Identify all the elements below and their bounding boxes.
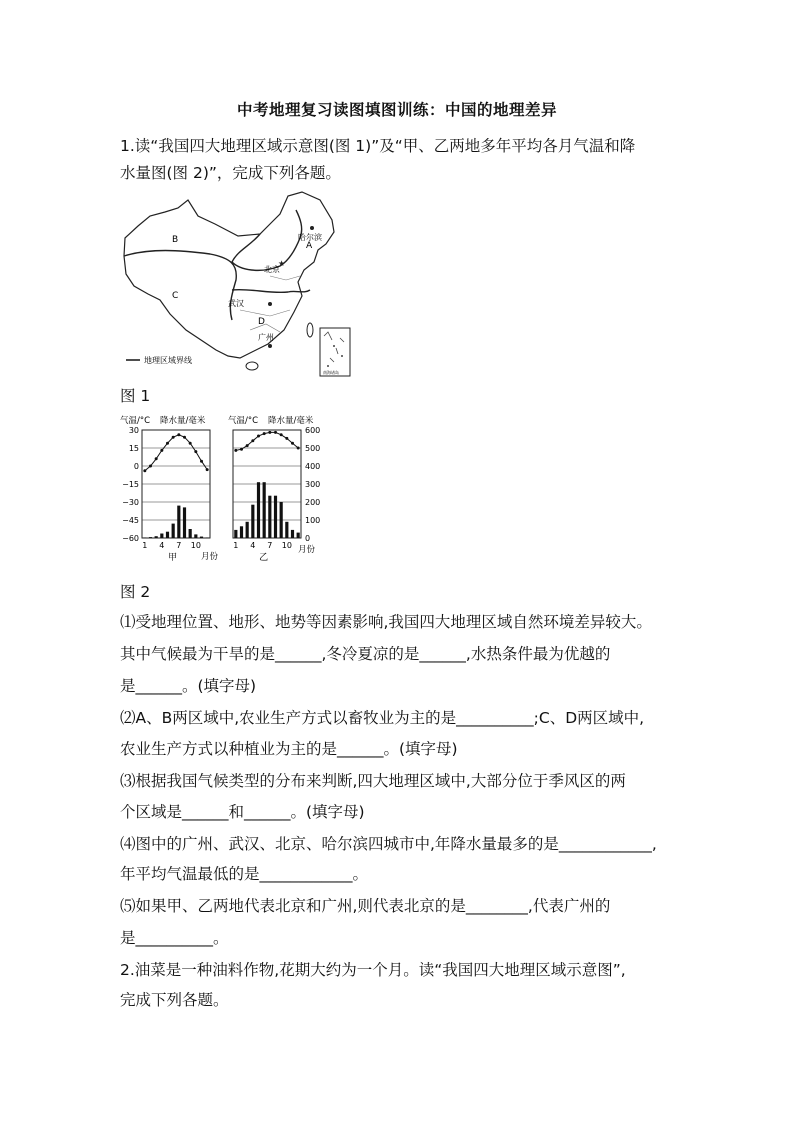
china-regions-map	[120, 190, 352, 378]
precip-bar-乙-6	[263, 482, 266, 538]
temp-axis-label: 气温/°C	[120, 416, 151, 426]
q1-stem-line2: 水量图(图 2)”，完成下列各题。	[120, 164, 341, 182]
sub5-line2: 是__________。	[120, 929, 229, 947]
temp-point-乙-3	[246, 444, 249, 447]
city-label-beijing: 北京	[264, 265, 280, 274]
series-name-乙: 乙	[259, 553, 269, 563]
precip-bar-乙-8	[274, 496, 277, 538]
precip-bar-乙-2	[240, 526, 243, 538]
china-regions-map-svg	[120, 190, 352, 378]
temp-point-乙-12	[297, 447, 300, 450]
page-title: 中考地理复习读图填图训练：中国的地理差异	[236, 101, 557, 119]
temp-tick-label: 30	[128, 426, 139, 435]
temp-line-甲	[145, 435, 207, 471]
climate-charts	[120, 412, 330, 570]
temp-line-乙	[236, 432, 298, 450]
precip-bar-乙-3	[246, 522, 249, 538]
temp-tick-label: −15	[122, 480, 139, 489]
x-tick-label: 1	[233, 541, 239, 550]
city-label-harbin: 哈尔滨	[298, 233, 322, 242]
temp-point-甲-2	[149, 465, 152, 468]
x-tick-label: 10	[281, 541, 292, 550]
precip-bar-甲-6	[172, 524, 175, 538]
temp-point-乙-4	[251, 439, 254, 442]
temp-point-甲-4	[160, 449, 163, 452]
precip-tick-label: 400	[305, 462, 321, 471]
x-tick-label: 7	[267, 541, 273, 550]
sub4-line2: 年平均气温最低的是____________。	[120, 865, 369, 883]
precip-tick-label: 0	[305, 534, 311, 543]
map-legend-label: 地理区域界线	[144, 356, 192, 365]
figure-2-label: 图 2	[120, 583, 151, 601]
x-tick-label: 10	[190, 541, 201, 550]
temp-point-乙-11	[291, 442, 294, 445]
xlabel-month-2: 月份	[298, 545, 316, 555]
climate-charts-svg	[120, 412, 330, 570]
precip-bar-甲-4	[160, 534, 163, 539]
precip-bar-甲-8	[183, 507, 186, 538]
temp-point-甲-11	[200, 460, 203, 463]
precip-bar-甲-1	[143, 537, 146, 538]
precip-bar-甲-5	[166, 532, 169, 538]
temp-point-甲-10	[194, 450, 197, 453]
precip-bar-甲-12	[206, 537, 209, 538]
beijing-marker: ★	[278, 259, 286, 268]
temp-point-乙-2	[240, 448, 243, 451]
series-name-甲: 甲	[168, 553, 178, 563]
temp-tick-label: −30	[122, 498, 139, 507]
region-label-d: D	[258, 317, 265, 327]
sub4-line1: ⑷图中的广州、武汉、北京、哈尔滨四城市中,年降水量最多的是____________,	[120, 835, 657, 853]
temp-tick-label: −45	[122, 516, 139, 525]
guangzhou-marker	[268, 344, 272, 348]
x-tick-label: 1	[142, 541, 148, 550]
precip-bar-甲-2	[149, 537, 152, 538]
temp-point-乙-7	[268, 431, 271, 434]
temp-point-乙-8	[274, 431, 277, 434]
temp-point-乙-5	[257, 435, 260, 438]
temp-point-甲-9	[189, 442, 192, 445]
precip-tick-label: 500	[305, 444, 321, 453]
temp-point-乙-9	[280, 433, 283, 436]
precip-bar-甲-9	[189, 529, 192, 538]
precip-tick-label: 300	[305, 480, 321, 489]
sub3-line1: ⑶根据我国气候类型的分布来判断,四大地理区域中,大部分位于季风区的两	[120, 772, 626, 790]
precip-tick-label: 200	[305, 498, 321, 507]
precip-bar-乙-12	[297, 533, 300, 538]
sub1-line1: ⑴受地理位置、地形、地势等因素影响,我国四大地理区域自然环境差异较大。	[120, 613, 652, 631]
precip-bar-甲-3	[155, 536, 158, 538]
precip-bar-乙-5	[257, 482, 260, 538]
boundary-qinghai-tibet	[124, 251, 236, 321]
temp-point-乙-1	[234, 449, 237, 452]
temp-point-甲-7	[177, 433, 180, 436]
region-label-c: C	[172, 291, 179, 301]
precip-bar-乙-4	[251, 505, 254, 538]
wuhan-marker	[268, 302, 272, 306]
precip-tick-label: 600	[305, 426, 321, 435]
temp-tick-label: 0	[133, 462, 139, 471]
precip-bar-乙-10	[285, 522, 288, 538]
sub5-line1: ⑸如果甲、乙两地代表北京和广州,则代表北京的是________,代表广州的	[120, 897, 611, 915]
sub3-line2: 个区域是______和______。(填字母)	[120, 803, 365, 821]
precip-bar-乙-11	[291, 530, 294, 538]
city-label-wuhan: 武汉	[228, 299, 244, 308]
figure-1-label: 图 1	[120, 387, 151, 405]
x-tick-label: 4	[250, 541, 256, 550]
region-label-b: B	[172, 235, 179, 245]
q1-stem-line1: 1.读“我国四大地理区域示意图(图 1)”及“甲、乙两地多年平均各月气温和降	[120, 137, 636, 155]
temp-point-甲-8	[183, 436, 186, 439]
inset-label: 南海诸岛	[323, 370, 339, 375]
temp-tick-label: 15	[128, 444, 139, 453]
temp-point-甲-12	[206, 468, 209, 471]
precip-tick-label: 100	[305, 516, 321, 525]
xlabel-month-1: 月份	[201, 552, 219, 562]
q2-line2: 完成下列各题。	[120, 991, 229, 1009]
boundary-qinling	[232, 290, 310, 293]
sub2-line2: 农业生产方式以种植业为主的是______。(填字母)	[120, 740, 458, 758]
temp-point-乙-10	[285, 437, 288, 440]
x-tick-label: 7	[176, 541, 182, 550]
temp-point-乙-6	[263, 432, 266, 435]
x-tick-label: 4	[159, 541, 165, 550]
precip-bar-甲-7	[177, 506, 180, 538]
temp-point-甲-6	[172, 436, 175, 439]
china-outline	[124, 192, 334, 358]
region-label-a: A	[306, 241, 313, 251]
q2-line1: 2.油菜是一种油料作物,花期大约为一个月。读“我国四大地理区域示意图”,	[120, 961, 626, 979]
precip-axis-label-1: 降水量/毫米	[160, 416, 206, 426]
boundary-northwest	[232, 210, 302, 270]
precip-bar-乙-9	[280, 502, 283, 538]
precip-bar-甲-10	[194, 534, 197, 538]
precip-bar-乙-1	[234, 530, 237, 538]
sub2-line1: ⑵A、B两区域中,农业生产方式以畜牧业为主的是__________;C、D两区域中,	[120, 709, 645, 727]
precip-bar-乙-7	[268, 496, 271, 538]
temp-point-甲-1	[143, 469, 146, 472]
city-label-guangzhou: 广州	[258, 333, 274, 342]
precip-axis-label-2: 降水量/毫米	[268, 416, 314, 426]
precip-bar-甲-11	[200, 537, 203, 538]
sub1-line2: 其中气候最为干旱的是______,冬冷夏凉的是______,水热条件最为优越的	[120, 645, 611, 663]
temp-axis-label-2: 气温/°C	[228, 416, 259, 426]
temp-point-甲-3	[155, 457, 158, 460]
temp-point-甲-5	[166, 442, 169, 445]
temp-tick-label: −60	[122, 534, 139, 543]
sub1-line3: 是______。(填字母)	[120, 677, 257, 695]
harbin-marker	[310, 226, 314, 230]
